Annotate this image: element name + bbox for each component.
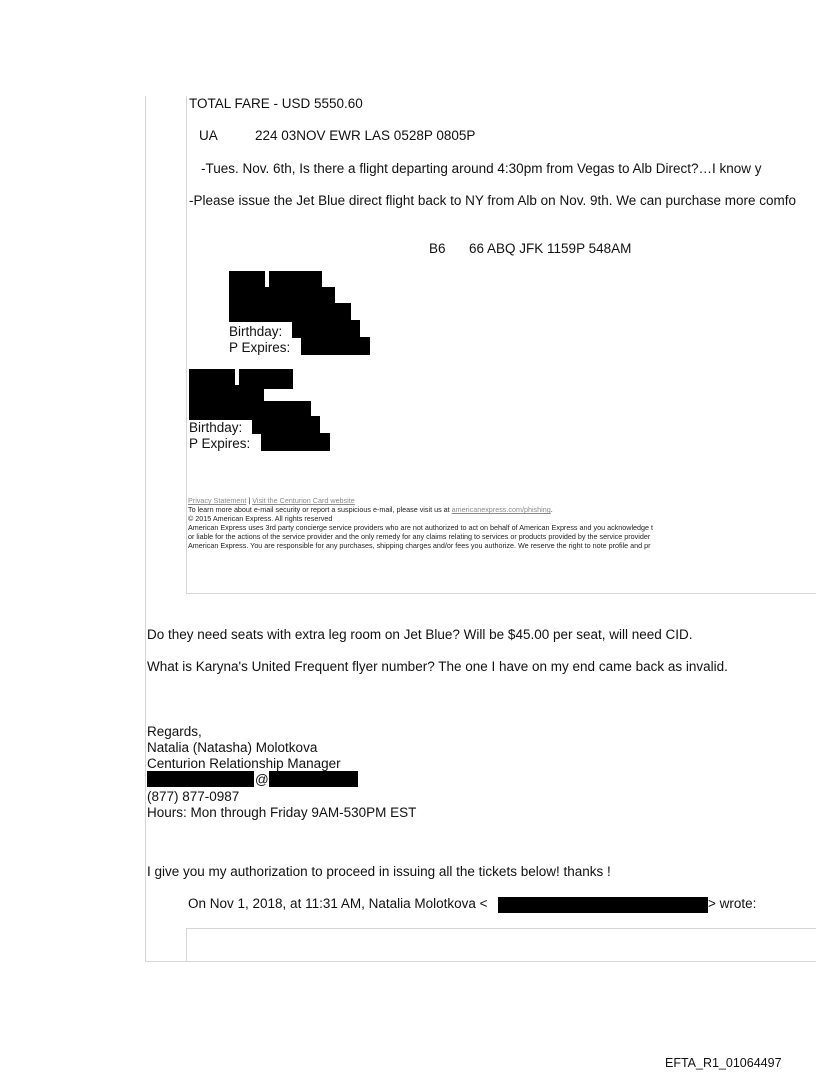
redaction-passenger-2-expires <box>261 433 330 451</box>
phishing-link[interactable]: americanexpress.com/phishing <box>451 505 551 514</box>
inner-quote-rule-bottom <box>186 593 816 594</box>
quoted-message-rule-left <box>186 928 187 961</box>
ua-carrier: UA <box>199 128 218 143</box>
redaction-passenger-2-birthday <box>252 416 320 434</box>
request-vegas-flight: -Tues. Nov. 6th, Is there a flight departing around 4:30pm from Vegas to Alb Direct?…I know y <box>201 161 762 176</box>
signature-phone: (877) 877-0987 <box>147 789 240 804</box>
quote-header-suffix: > wrote: <box>708 896 757 911</box>
security-text: To learn more about e-mail security or report a suspicious e-mail, please visit us at <box>188 505 452 514</box>
quoted-message-rule-top <box>186 928 816 929</box>
footer-copyright: © 2015 American Express. All rights reserved <box>188 514 333 523</box>
quote-header-prefix: On Nov 1, 2018, at 11:31 AM, Natalia Molotkova < <box>188 896 488 911</box>
page-identifier: EFTA_R1_01064497 <box>665 1056 782 1070</box>
reply-question-seats: Do they need seats with extra leg room on Jet Blue? Will be $45.00 per seat, will need CID. <box>147 627 693 642</box>
footer-disclaimer-1: American Express uses 3rd party concierge service providers who are not authorized to act on behalf of American Express and you acknowledge t <box>188 524 654 532</box>
passenger-2-birthday-label: Birthday: <box>189 420 243 435</box>
authorization-message: I give you my authorization to proceed in issuing all the tickets below! thanks ! <box>147 864 611 879</box>
inner-quote-rule-left <box>186 96 187 593</box>
signature-email-at: @ <box>255 772 269 787</box>
footer-link-separator: | <box>246 496 253 505</box>
total-fare: TOTAL FARE - USD 5550.60 <box>189 96 363 111</box>
passenger-2-expires-label: P Expires: <box>189 436 251 451</box>
redaction-email-user <box>147 771 254 787</box>
ua-flight-details: 224 03NOV EWR LAS 0528P 0805P <box>255 128 476 143</box>
signature-name: Natalia (Natasha) Molotkova <box>147 740 318 755</box>
security-text-end: . <box>550 505 553 514</box>
b6-flight-details: 66 ABQ JFK 1159P 548AM <box>469 241 632 256</box>
redaction-passenger-1-birthday <box>292 320 360 338</box>
redaction-sender-email <box>498 897 708 913</box>
footer-disclaimer-3: American Express. You are responsible for any purchases, shipping charges and/or fees you authorize. We reserve the right to note profile and pr <box>188 542 651 550</box>
signature-regards: Regards, <box>147 724 202 739</box>
redaction-passenger-1-expires <box>301 337 370 355</box>
signature-hours: Hours: Mon through Friday 9AM-530PM EST <box>147 805 417 820</box>
centurion-website-link[interactable]: Visit the Centurion Card website <box>252 496 355 505</box>
b6-carrier: B6 <box>429 241 446 256</box>
outer-quote-rule-left <box>145 96 146 962</box>
reply-question-frequent-flyer: What is Karyna's United Frequent flyer number? The one I have on my end came back as invalid. <box>147 659 728 674</box>
passenger-1-expires-label: P Expires: <box>229 340 291 355</box>
passenger-1-birthday-label: Birthday: <box>229 324 283 339</box>
redaction-email-domain <box>269 771 358 787</box>
outer-quote-rule-bottom <box>145 961 816 962</box>
request-jetblue-flight: -Please issue the Jet Blue direct flight back to NY from Alb on Nov. 9th. We can purchase more comfo <box>189 193 797 208</box>
signature-title: Centurion Relationship Manager <box>147 756 341 771</box>
privacy-statement-link[interactable]: Privacy Statement <box>188 496 247 505</box>
footer-disclaimer-2: or liable for the actions of the service provider and the only remedy for any claims relating to services or products provided by the service provider <box>188 533 651 541</box>
